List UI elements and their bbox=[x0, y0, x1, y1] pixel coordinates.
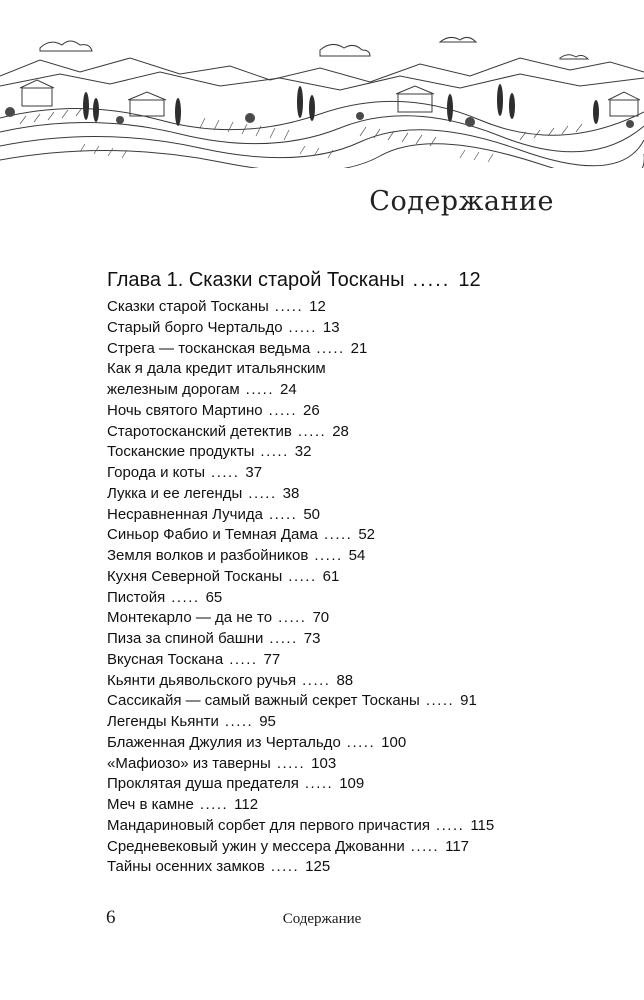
toc-entry-page: 26 bbox=[303, 401, 320, 419]
toc-entry[interactable] bbox=[107, 359, 587, 401]
toc-entry-page: 112 bbox=[234, 796, 259, 813]
leader-dots: ..... bbox=[278, 609, 307, 627]
toc-entry[interactable] bbox=[107, 691, 587, 712]
table-of-contents bbox=[107, 266, 587, 878]
toc-entry-page: 115 bbox=[470, 816, 495, 834]
leader-dots: ..... bbox=[316, 339, 345, 357]
toc-entry[interactable] bbox=[107, 463, 587, 484]
toc-entry-title: Меч в камне bbox=[107, 796, 194, 813]
toc-entry-title: Лукка и ее легенды bbox=[107, 484, 243, 502]
toc-entry[interactable] bbox=[107, 318, 587, 339]
toc-entry[interactable] bbox=[107, 588, 587, 609]
toc-entry-page: 73 bbox=[303, 630, 321, 647]
leader-dots: ..... bbox=[229, 650, 258, 668]
toc-entry-title: Вкусная Тоскана bbox=[107, 650, 224, 668]
toc-entry-title: Земля волков и разбойников bbox=[107, 547, 309, 564]
leader-dots: ..... bbox=[274, 298, 304, 315]
toc-entry-page: 54 bbox=[348, 547, 366, 564]
toc-entry[interactable] bbox=[107, 712, 587, 733]
toc-entry-page: 13 bbox=[322, 318, 340, 336]
toc-entry-title: Блаженная Джулия из Чертальдо bbox=[107, 733, 341, 751]
leader-dots: ..... bbox=[171, 588, 200, 606]
toc-entry-title: Несравненная Лучида bbox=[107, 505, 263, 523]
toc-entry-page: 61 bbox=[322, 567, 340, 585]
toc-entry-page: 65 bbox=[205, 588, 223, 606]
toc-entry[interactable] bbox=[107, 401, 587, 422]
leader-dots: ..... bbox=[346, 733, 376, 751]
toc-entry-page: 21 bbox=[350, 339, 368, 357]
leader-dots: ..... bbox=[269, 630, 298, 647]
toc-entry[interactable] bbox=[107, 567, 587, 588]
toc-entry-page: 12 bbox=[309, 298, 326, 315]
toc-entry-title: Синьор Фабио и Темная Дама bbox=[107, 526, 318, 544]
toc-entry[interactable] bbox=[107, 671, 587, 692]
toc-entry-title: «Мафиозо» из таверны bbox=[107, 754, 271, 772]
toc-entry[interactable] bbox=[107, 650, 587, 671]
toc-entry-title: Легенды Кьянти bbox=[107, 713, 219, 730]
toc-entry-title: Города и коты bbox=[107, 464, 206, 481]
leader-dots: ..... bbox=[260, 443, 289, 461]
toc-entry-page: 37 bbox=[245, 464, 263, 481]
toc-entry-title: Проклятая душа предателя bbox=[107, 775, 299, 793]
toc-entry[interactable] bbox=[107, 339, 587, 360]
toc-entry[interactable] bbox=[107, 505, 587, 526]
toc-entry-page: 28 bbox=[332, 422, 349, 440]
leader-dots: ..... bbox=[314, 547, 343, 564]
toc-entry[interactable] bbox=[107, 297, 587, 318]
leader-dots: ..... bbox=[268, 505, 298, 523]
toc-entry-title: Монтекарло — да не то bbox=[107, 609, 273, 627]
leader-dots: ..... bbox=[211, 464, 240, 481]
leader-dots: ..... bbox=[288, 318, 317, 336]
toc-entry-page: 88 bbox=[336, 671, 354, 689]
toc-entry-page: 117 bbox=[445, 837, 470, 855]
page-footer bbox=[0, 907, 644, 933]
leader-dots: ..... bbox=[270, 858, 300, 876]
toc-entry-page: 100 bbox=[381, 733, 407, 751]
leader-dots: ..... bbox=[302, 671, 331, 689]
toc-entry-title: Сассикайя — самый важный секрет Тосканы bbox=[107, 692, 420, 710]
leader-dots: ..... bbox=[199, 796, 229, 813]
toc-entry-title: Средневековый ужин у мессера Джованни bbox=[107, 837, 405, 855]
leader-dots: ..... bbox=[276, 754, 306, 772]
toc-entry-title: Тайны осенних замков bbox=[107, 858, 265, 876]
leader-dots: ..... bbox=[297, 422, 327, 440]
toc-entry-title: Старый борго Чертальдо bbox=[107, 318, 283, 336]
toc-entry-title: Мандариновый сорбет для первого причастия bbox=[107, 816, 430, 834]
toc-entry-title: Ночь святого Мартино bbox=[107, 401, 263, 419]
toc-entry-page: 77 bbox=[263, 650, 281, 668]
leader-dots: ..... bbox=[268, 401, 297, 419]
toc-entry-page: 38 bbox=[282, 484, 300, 502]
chapter-title: Глава 1. Сказки старой Тосканы bbox=[107, 269, 405, 291]
toc-entry[interactable] bbox=[107, 733, 587, 754]
leader-dots: ..... bbox=[410, 837, 440, 855]
page-number: 6 bbox=[106, 907, 116, 928]
leader-dots: ..... bbox=[323, 526, 353, 544]
toc-entry-title-line1: Как я дала кредит итальянским bbox=[107, 360, 326, 378]
toc-entry-title: Пиза за спиной башни bbox=[107, 630, 264, 647]
toc-entry-page: 24 bbox=[280, 381, 297, 398]
toc-entry[interactable] bbox=[107, 837, 587, 858]
leader-dots: ..... bbox=[224, 713, 254, 730]
toc-entry-title: Кухня Северной Тосканы bbox=[107, 567, 283, 585]
toc-entry-title: Пистойя bbox=[107, 588, 166, 606]
toc-entry[interactable] bbox=[107, 816, 587, 837]
toc-entry-title: Тосканские продукты bbox=[107, 443, 255, 461]
toc-entry-title: Старотосканский детектив bbox=[107, 422, 292, 440]
toc-entry-page: 91 bbox=[460, 692, 477, 710]
toc-entry[interactable] bbox=[107, 629, 587, 650]
toc-entry[interactable] bbox=[107, 422, 587, 443]
toc-entry[interactable] bbox=[107, 484, 587, 505]
leader-dots: ..... bbox=[288, 567, 317, 585]
page-title: Содержание bbox=[369, 186, 554, 217]
running-head: Содержание bbox=[282, 911, 362, 927]
tuscan-landscape-illustration bbox=[0, 28, 644, 168]
toc-entry[interactable] bbox=[107, 546, 587, 567]
toc-entry-title: Сказки старой Тосканы bbox=[107, 298, 269, 315]
toc-entry-page: 70 bbox=[312, 609, 330, 627]
toc-entry[interactable] bbox=[107, 525, 587, 546]
toc-entry-title: Стрега — тосканская ведьма bbox=[107, 339, 311, 357]
toc-entry[interactable] bbox=[107, 442, 587, 463]
toc-entry[interactable] bbox=[107, 857, 587, 878]
toc-entry-page: 50 bbox=[303, 505, 320, 523]
leader-dots: ..... bbox=[304, 775, 334, 793]
leader-dots: ..... bbox=[425, 692, 455, 710]
toc-entry[interactable] bbox=[107, 754, 587, 775]
toc-entry[interactable] bbox=[107, 774, 587, 795]
toc-entry[interactable] bbox=[107, 795, 587, 816]
toc-entry-page: 109 bbox=[339, 775, 365, 793]
leader-dots: ..... bbox=[248, 484, 277, 502]
toc-entry-title: железным дорогам bbox=[107, 381, 240, 398]
leader-dots: ..... bbox=[435, 816, 465, 834]
toc-entry-page: 103 bbox=[311, 754, 337, 772]
leader-dots: ..... bbox=[245, 381, 274, 398]
chapter-leader-dots: ..... bbox=[412, 269, 451, 291]
toc-entry-page: 95 bbox=[259, 713, 276, 730]
toc-entry-title: Кьянти дьявольского ручья bbox=[107, 671, 297, 689]
chapter-entry[interactable] bbox=[107, 266, 587, 294]
toc-entry-page: 125 bbox=[305, 858, 331, 876]
toc-entry-page: 52 bbox=[358, 526, 376, 544]
toc-entry-page: 32 bbox=[294, 443, 312, 461]
chapter-page: 12 bbox=[458, 269, 481, 291]
toc-entry[interactable] bbox=[107, 608, 587, 629]
